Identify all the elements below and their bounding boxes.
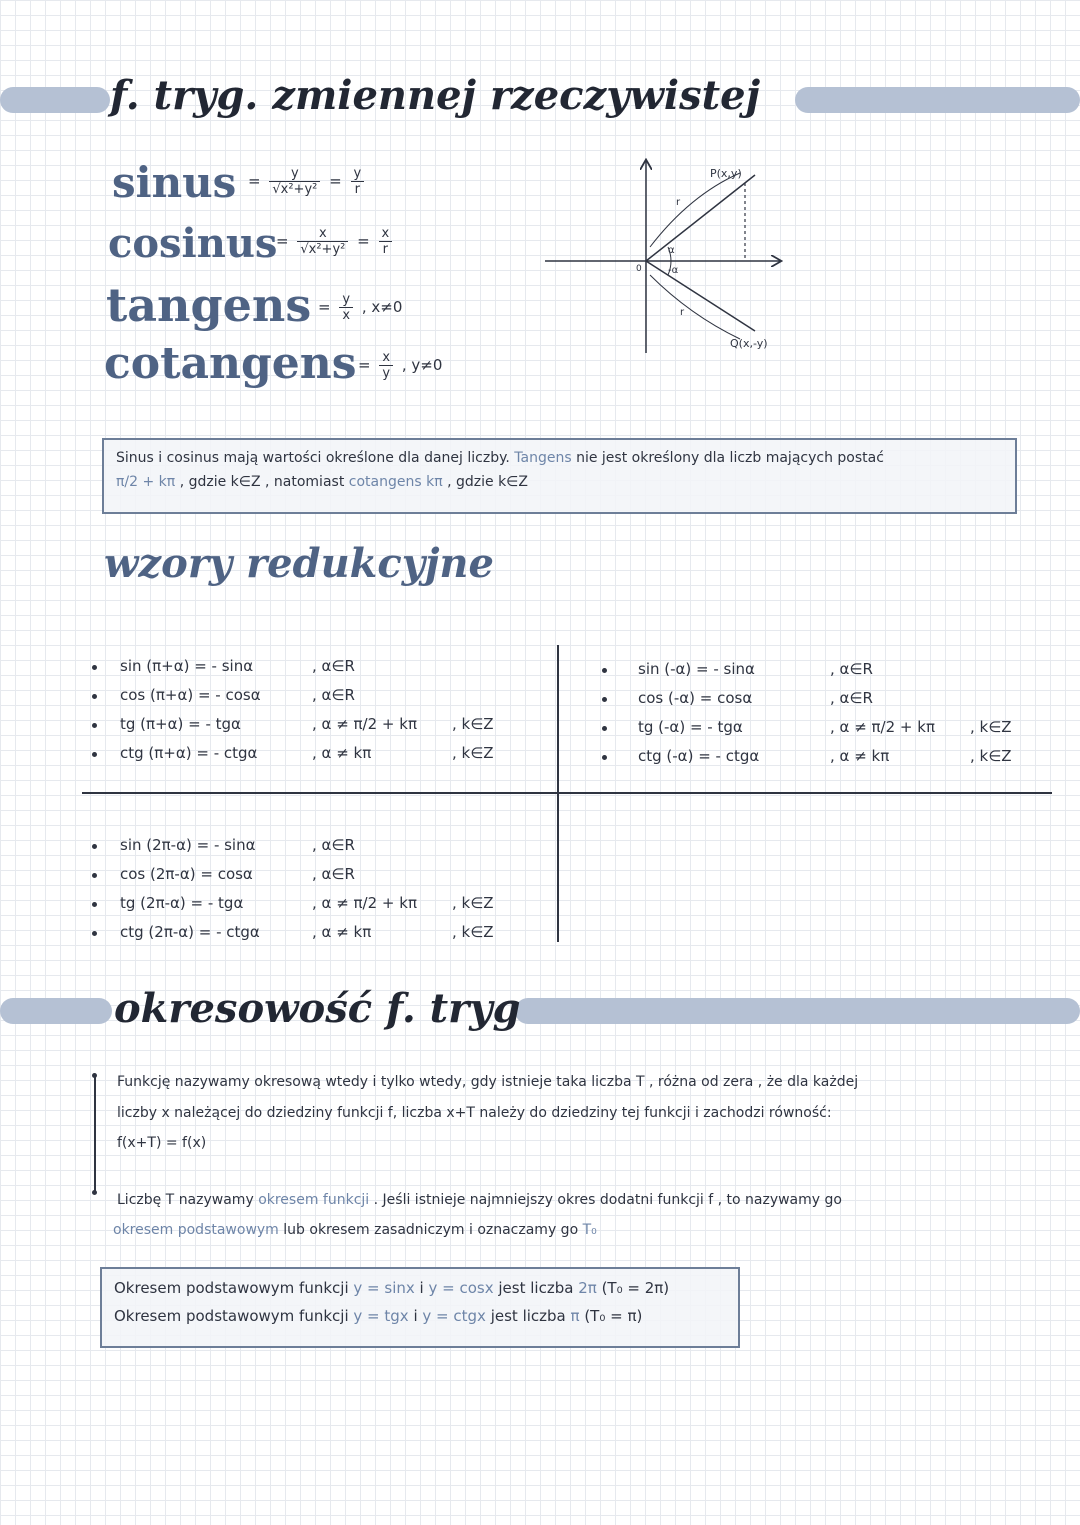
cosinus-label: cosinus: [108, 220, 278, 267]
section-title-trig-functions: f. tryg. zmiennej rzeczywistej: [110, 72, 761, 119]
formula-text: ctg (-α) = - ctgα: [638, 747, 760, 765]
denominator: √x²+y²: [300, 242, 346, 257]
text: i: [413, 1307, 418, 1325]
domain-text: , α∈R: [830, 689, 873, 707]
cotangens-formula: [358, 350, 442, 381]
numerator: x: [297, 226, 348, 242]
domain-text: , α ≠ π/2 + kπ: [312, 715, 417, 733]
cotangens-label: cotangens: [104, 338, 357, 389]
alpha-label: α: [668, 245, 675, 256]
bullet: [602, 755, 607, 760]
eq-sign: =: [248, 172, 261, 190]
sinus-label: sinus: [112, 158, 237, 207]
bullet: [92, 694, 97, 699]
highlight-basic-period: okresem podstawowym: [113, 1222, 279, 1238]
eq-sign: =: [357, 232, 370, 250]
fraction: [351, 166, 365, 197]
value-2pi: 2π: [578, 1279, 597, 1297]
section-title-reduction-formulas: wzory redukcyjne: [104, 540, 494, 587]
domain-text: , α∈R: [312, 657, 355, 675]
formula-text: ctg (2π-α) = - ctgα: [120, 923, 260, 941]
note-text: Sinus i cosinus mają wartości określone dla danej liczby.: [116, 450, 510, 466]
t0-pi: (T₀ = π): [584, 1307, 643, 1325]
func-tg: y = tgx: [353, 1307, 409, 1325]
k-text: , k∈Z: [452, 715, 494, 733]
eq-sign: =: [318, 298, 331, 316]
fraction: [379, 350, 393, 381]
k-text: , k∈Z: [452, 894, 494, 912]
fraction: [379, 226, 393, 257]
domain-text: , α ≠ kπ: [830, 747, 890, 765]
basic-period-box: [100, 1267, 740, 1348]
denominator: r: [354, 182, 361, 197]
p-label: P(x,y): [710, 167, 742, 180]
brace-r-bottom: [650, 275, 740, 339]
fraction: [297, 226, 348, 257]
note-text: , gdzie k∈Z: [447, 474, 528, 490]
note-text: nie jest określony dla liczb mających postać: [576, 450, 884, 466]
table-horizontal-divider: [82, 792, 1052, 794]
period-def-line-1: [117, 1192, 842, 1208]
bullet: [92, 873, 97, 878]
ray-p: [646, 175, 755, 261]
eq-sign: =: [276, 232, 289, 250]
cosinus-formula: [276, 226, 396, 257]
text: . Jeśli istnieje najmniejszy okres dodatni funkcji f , to nazywamy go: [373, 1192, 842, 1208]
bracket-dot-top: [92, 1073, 97, 1078]
period-def-line-2: [113, 1222, 597, 1238]
text: jest liczba: [490, 1307, 566, 1325]
title-band-left: [0, 87, 110, 113]
value-pi: π: [570, 1307, 580, 1325]
r-label-bottom: r: [680, 307, 685, 318]
formula-text: tg (2π-α) = - tgα: [120, 894, 244, 912]
bullet: [92, 931, 97, 936]
formula-text: tg (π+α) = - tgα: [120, 715, 241, 733]
periodic-def-line-2: liczby x należącej do dziedziny funkcji f, liczba x+T należy do dziedziny tej funkcji i zachodzi równość:: [117, 1105, 832, 1121]
fraction: [269, 166, 320, 197]
denominator: √x²+y²: [272, 182, 318, 197]
k-text: , k∈Z: [970, 747, 1012, 765]
fraction: [339, 292, 353, 323]
formula-text: cos (2π-α) = cosα: [120, 865, 253, 883]
k-text: , k∈Z: [452, 923, 494, 941]
bracket-dot-bottom: [92, 1190, 97, 1195]
numerator: x: [379, 350, 393, 366]
denominator: x: [342, 308, 351, 323]
bullet: [92, 665, 97, 670]
domain-text: , α ≠ π/2 + kπ: [312, 894, 417, 912]
text: Okresem podstawowym funkcji: [114, 1307, 349, 1325]
denominator: r: [382, 242, 389, 257]
condition: , x≠0: [361, 298, 403, 316]
text: lub okresem zasadniczym i oznaczamy go: [283, 1222, 579, 1238]
highlight-t0: T₀: [582, 1222, 597, 1238]
definition-note-box: [102, 438, 1017, 514]
domain-text: , α ≠ kπ: [312, 923, 372, 941]
formula-text: ctg (π+α) = - ctgα: [120, 744, 258, 762]
title-band-left-2: [0, 998, 112, 1024]
highlight-period: okresem funkcji: [258, 1192, 370, 1208]
numerator: y: [269, 166, 320, 182]
bullet: [92, 844, 97, 849]
func-cos: y = cosx: [428, 1279, 494, 1297]
eq-sign: =: [329, 172, 342, 190]
q-label: Q(x,-y): [730, 337, 768, 350]
note-formula: kπ: [426, 474, 443, 490]
domain-text: , α∈R: [312, 836, 355, 854]
k-text: , k∈Z: [970, 718, 1012, 736]
title-band-right: [795, 87, 1080, 113]
func-ctg: y = ctgx: [422, 1307, 486, 1325]
bullet: [92, 902, 97, 907]
bullet: [602, 668, 607, 673]
ray-q: [646, 261, 755, 331]
func-sin: y = sinx: [353, 1279, 415, 1297]
eq-sign: =: [358, 356, 371, 374]
bullet: [92, 723, 97, 728]
origin-label: 0: [636, 264, 642, 274]
box-line-2: [114, 1307, 726, 1325]
box-line-1: [114, 1279, 726, 1297]
domain-text: , α∈R: [312, 865, 355, 883]
numerator: y: [339, 292, 353, 308]
formula-text: cos (-α) = cosα: [638, 689, 753, 707]
formula-text: sin (2π-α) = - sinα: [120, 836, 256, 854]
periodic-def-equation: f(x+T) = f(x): [117, 1135, 207, 1151]
note-highlight-tangens: Tangens: [514, 450, 572, 466]
domain-text: , α ≠ π/2 + kπ: [830, 718, 935, 736]
text: i: [419, 1279, 424, 1297]
bullet: [602, 726, 607, 731]
brace-r-top: [650, 173, 740, 247]
note-highlight-cotangens: cotangens: [348, 474, 422, 490]
domain-text: , α∈R: [830, 660, 873, 678]
text: Liczbę T nazywamy: [117, 1192, 254, 1208]
section-title-periodicity: okresowość f. tryg: [114, 985, 521, 1032]
angle-diagram: [540, 155, 810, 360]
minus-alpha-label: -α: [668, 265, 679, 276]
formula-text: sin (-α) = - sinα: [638, 660, 755, 678]
note-text: , gdzie k∈Z , natomiast: [179, 474, 345, 490]
numerator: x: [379, 226, 393, 242]
periodic-def-line-1: Funkcję nazywamy okresową wtedy i tylko wtedy, gdy istnieje taka liczba T , różna od zera , że dla każdej: [117, 1074, 859, 1090]
title-band-right-2: [515, 998, 1080, 1024]
domain-text: , α ≠ kπ: [312, 744, 372, 762]
t0-2pi: (T₀ = 2π): [601, 1279, 670, 1297]
sinus-formula: [248, 166, 368, 197]
text: Okresem podstawowym funkcji: [114, 1279, 349, 1297]
note-line-2: [116, 474, 1003, 490]
r-label-top: r: [676, 197, 681, 208]
tangens-formula: [318, 292, 402, 323]
formula-text: cos (π+α) = - cosα: [120, 686, 261, 704]
formula-text: sin (π+α) = - sinα: [120, 657, 254, 675]
domain-text: , α∈R: [312, 686, 355, 704]
k-text: , k∈Z: [452, 744, 494, 762]
denominator: y: [382, 366, 391, 381]
numerator: y: [351, 166, 365, 182]
condition: , y≠0: [401, 356, 443, 374]
bullet: [602, 697, 607, 702]
bullet: [92, 752, 97, 757]
formula-text: tg (-α) = - tgα: [638, 718, 743, 736]
note-formula: π/2 + kπ: [116, 474, 176, 490]
tangens-label: tangens: [106, 278, 312, 332]
margin-bracket-line: [94, 1076, 96, 1194]
text: jest liczba: [498, 1279, 574, 1297]
note-line-1: [116, 450, 1003, 466]
